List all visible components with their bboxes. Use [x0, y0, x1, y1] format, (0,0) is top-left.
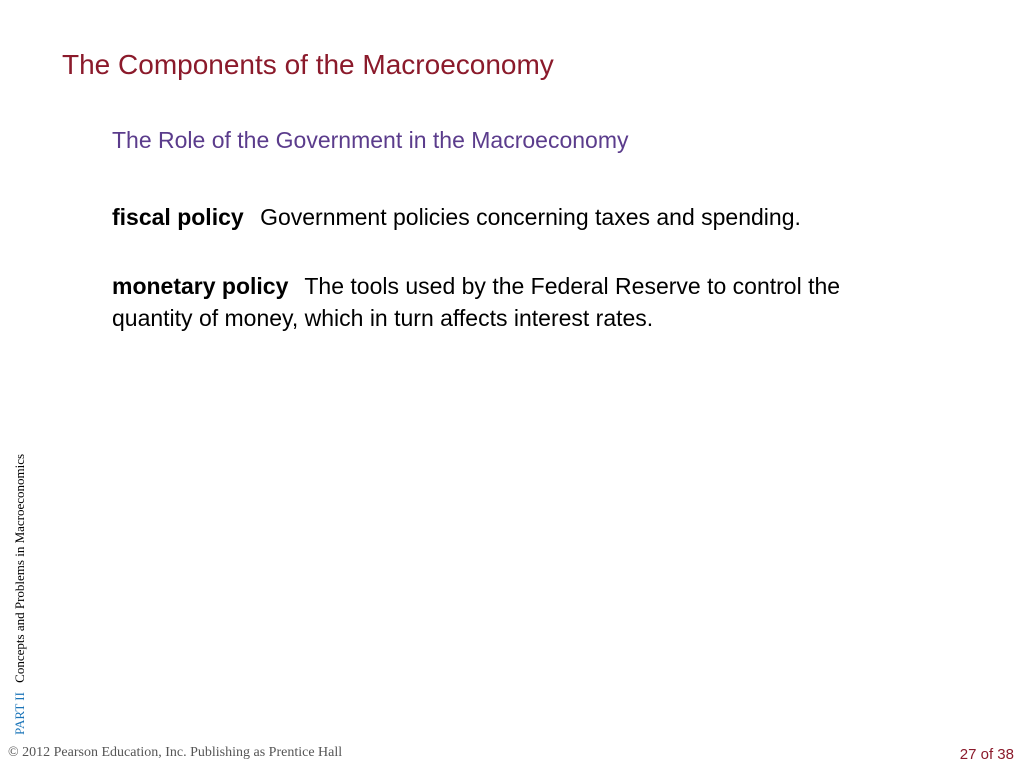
- footer-copyright: © 2012 Pearson Education, Inc. Publishing as Prentice Hall: [8, 745, 343, 760]
- slide-title: The Components of the Macroeconomy: [62, 49, 554, 80]
- part-title-label: Concepts and Problems in Macroeconomics: [12, 453, 27, 683]
- slide-subtitle: The Role of the Government in the Macroeconomy: [112, 127, 629, 153]
- definition-monetary-policy: [112, 270, 902, 334]
- definition-fiscal-policy: [112, 201, 902, 233]
- term-fiscal-policy: fiscal policy: [112, 204, 244, 230]
- part-number-label: PART II: [12, 692, 27, 735]
- page-indicator: 27 of 38: [959, 746, 1014, 763]
- term-monetary-policy: monetary policy: [112, 273, 289, 299]
- side-part-label: [10, 454, 30, 735]
- definition-text-fiscal-policy: Government policies concerning taxes and spending.: [260, 204, 801, 230]
- definition-text-monetary-policy: The tools used by the Federal Reserve to control the quantity of money, which in turn affects interest rates.: [112, 273, 841, 331]
